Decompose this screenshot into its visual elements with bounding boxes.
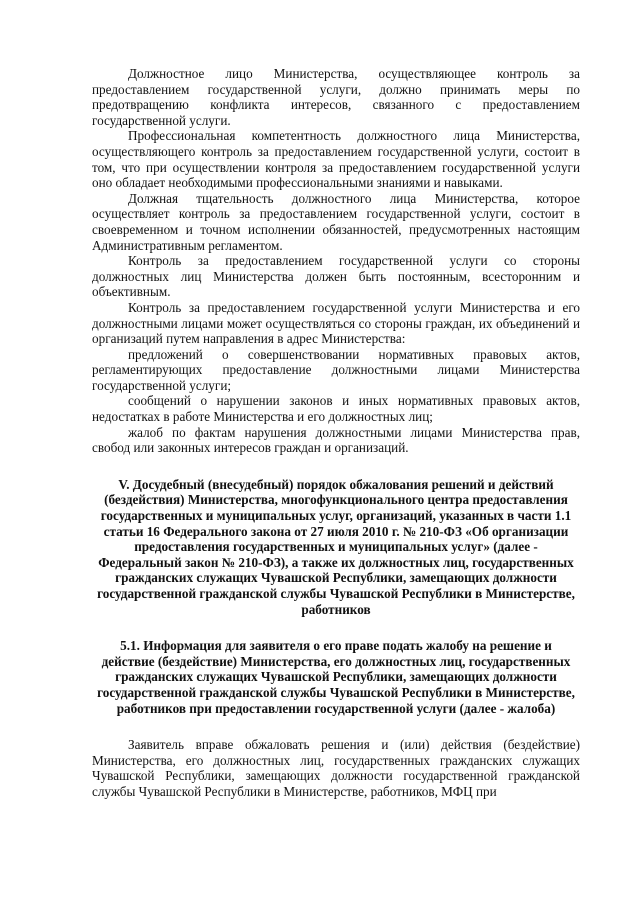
paragraph-right-to-appeal: Заявитель вправе обжаловать решения и (или) действия (бездействие) Министерства, его должностных лиц, государственных гражданских служащих Чувашской Республики, замещающих должности государственной гражданской службы Чувашской Республики в Министерстве, работников, МФЦ при <box>92 737 580 799</box>
subsection-heading: 5.1. Информация для заявителя о его праве подать жалобу на решение и действие (бездействие) Министерства, его должностных лиц, государственных гражданских служащих Чувашской Республики, замещающих должности государственной гражданской службы Чувашской Республики в Министерстве, работников при предоставлении государственной услуги (далее - жалоба) <box>97 638 575 716</box>
spacer <box>92 456 580 477</box>
paragraph-control-constant: Контроль за предоставлением государственной услуги со стороны должностных лиц Министерства должен быть постоянным, всесторонним и объективным. <box>92 253 580 300</box>
list-item-complaints: жалоб по фактам нарушения должностными лицами Министерства прав, свобод или законных интересов граждан и организаций. <box>92 424 580 456</box>
spacer <box>92 617 580 638</box>
section-heading: V. Досудебный (внесудебный) порядок обжалования решений и действий (бездействия) Министерства, многофункционального центра предоставления государственных и муниципальных услуг, организаций, указанных в части 1.1 статьи 16 Федерального закона от 27 июля 2010 г. № 210-ФЗ «Об организации предоставления государственных и муниципальных услуг» (далее - Федеральный закон № 210-ФЗ), а также их должностных лиц, государственных гражданских служащих Чувашской Республики, замещающих должности государственной гражданской службы Чувашской Республики в Министерстве, работников <box>97 476 575 617</box>
list-item-proposals: предложений о совершенствовании нормативных правовых актов, регламентирующих предоставление должностными лицами Министерства государственной услуги; <box>92 346 580 393</box>
paragraph-citizen-control: Контроль за предоставлением государственной услуги Министерства и его должностными лицами может осуществляться со стороны граждан, их объединений и организаций путем направления в адрес Министерства: <box>92 299 580 347</box>
paragraph-conflict-of-interest: Должностное лицо Министерства, осуществляющее контроль за предоставлением государственной услуги, должно принимать меры по предотвращению конфликта интересов, связанного с предоставлением государственной услуги. <box>92 66 580 128</box>
paragraph-competence: Профессиональная компетентность должностного лица Министерства, осуществляющего контроль за предоставлением государственной услуги, состоит в том, что при осуществлении контроля за предоставлением государственной услуги оно обладает необходимыми профессиональными знаниями и навыками. <box>92 128 580 191</box>
spacer <box>92 716 580 737</box>
list-item-reports: сообщений о нарушении законов и иных нормативных правовых актов, недостатках в работе Министерства и его должностных лиц; <box>92 393 580 425</box>
paragraph-diligence: Должная тщательность должностного лица Министерства, которое осуществляет контроль за предоставлением государственной услуги, состоит в своевременном и точном исполнении обязанностей, предусмотренных настоящим Административным регламентом. <box>92 190 580 253</box>
document-page <box>92 66 580 800</box>
